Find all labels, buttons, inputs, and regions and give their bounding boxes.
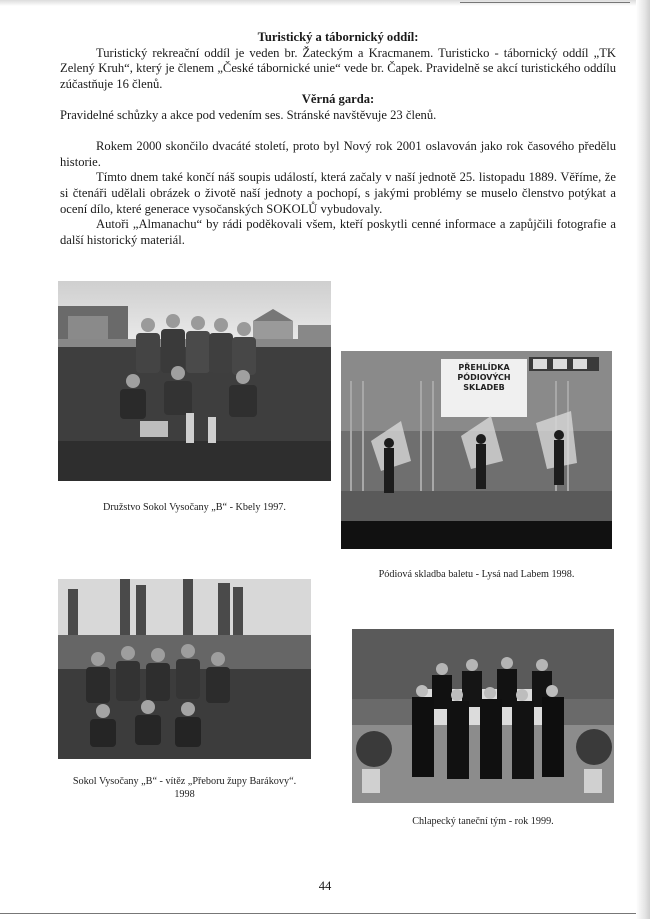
body-text	[60, 30, 616, 248]
paragraph-closing-3: Autoři „Almanachu“ by rádi poděkovali všem, kteří poskytli cenné informace a zapůjčili fotografie a další historický materiál.	[60, 217, 616, 247]
photo-dance-team	[352, 629, 614, 803]
page-number: 44	[318, 879, 332, 893]
ballet-banner-text: PŘEHLÍDKA PÓDIOVÝCH SKLADEB	[457, 363, 511, 392]
photo-dance-team-image	[352, 629, 614, 803]
caption-ballet: Pódiová skladba baletu - Lysá nad Labem 1998.	[378, 569, 575, 580]
paragraph-guard-section: Pravidelné schůzky a akce pod vedením ses. Stránské navštěvuje 23 členů.	[60, 107, 437, 122]
caption-team-winners-line-1: Sokol Vysočany „B“ - vítěz „Přeboru župy Barákovy“.	[72, 776, 297, 787]
page-right-shadow	[636, 0, 650, 919]
photo-team-kbely-image	[58, 281, 331, 481]
page-bottom-edge-line	[0, 913, 636, 914]
caption-dance-team: Chlapecký taneční tým - rok 1999.	[412, 816, 554, 827]
caption-team-winners	[58, 775, 311, 801]
caption-team-kbely: Družstvo Sokol Vysočany „B“ - Kbely 1997.	[103, 502, 286, 513]
photo-team-kbely	[58, 281, 331, 481]
paragraph-gap	[60, 124, 616, 140]
paragraph-closing-2: Tímto dnem také končí náš soupis událostí, která začaly v naší jednotě 25. listopadu 1889. Věříme, že si čtenáři udělali obrázek o životě naší jednoty a pochopí, s jakými problémy se muselo členstvo potýkat a ocení dílo, které generace vysočanských SOKOLŮ vybudovaly.	[60, 170, 616, 216]
page-top-edge-line	[460, 2, 630, 3]
paragraph-closing-1: Rokem 2000 skončilo dvacáté století, proto byl Nový rok 2001 oslavován jako rok časového předělu historie.	[60, 139, 616, 169]
photo-ballet	[341, 351, 612, 549]
photo-team-winners-image	[58, 579, 311, 759]
page-top-shadow	[0, 0, 650, 6]
photo-team-winners	[58, 579, 311, 759]
caption-team-winners-line-2: 1998	[174, 789, 195, 800]
heading-guard-section: Věrná garda:	[301, 92, 375, 107]
paragraph-tourist-section: Turistický rekreační oddíl je veden br. Žateckým a Kracmanem. Turisticko - tábornický oddíl „TK Zelený Kruh“, který je členem „České tábornické unie“ vede br. Čapek. Pravidelně se akcí turistického oddílu zúčastňuje 16 členů.	[60, 45, 616, 91]
heading-tourist-section: Turistický a tábornický oddíl:	[257, 30, 419, 44]
